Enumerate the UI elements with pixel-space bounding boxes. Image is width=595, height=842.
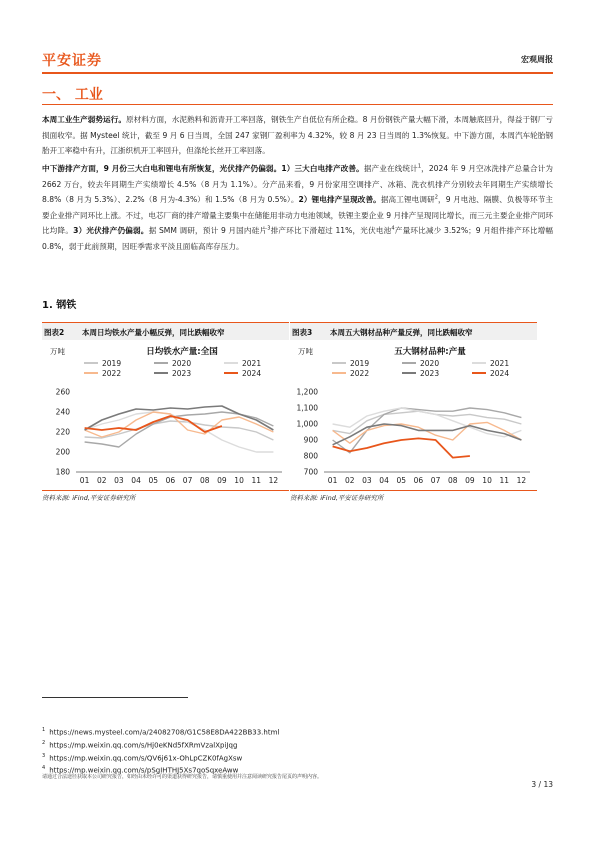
- chart-title: 五大钢材品种:产量: [394, 347, 466, 357]
- subsection-title: 1. 钢铁: [42, 300, 77, 311]
- chart-header: [290, 322, 537, 340]
- chart-footer-rule: [42, 490, 289, 491]
- legend-label: 2024: [490, 369, 510, 378]
- x-tick-label: 08: [199, 476, 210, 485]
- chart-caption: 本周五大钢材品种产量反弹，同比跌幅收窄: [330, 328, 473, 337]
- paragraph-body: 产量环比减少 3.52%；9 月组件排产环比增幅 0.8%，弱于此前预期，因旺季需求平淡且面临高库存压力。: [42, 226, 554, 251]
- paragraph-body: ，9 月电池、隔膜、负极等环节主要企业排产同环比上涨。不过，电芯厂商的排产增量主要集中在储能用非动力电池领域，铁锂主要企业 9 月排产呈现同比增长，而三元主要企业排产同环比均降。: [42, 195, 553, 236]
- x-tick-label: 09: [465, 476, 475, 485]
- x-tick-label: 12: [516, 476, 527, 485]
- page-header: [42, 46, 553, 72]
- paragraph-lead: 本周工业生产弱势运行。: [42, 115, 126, 124]
- paragraph-industry-production: [42, 112, 553, 159]
- footnote-item[interactable]: $^1$ https://news.mysteel.com/a/24082708/G1C58E8DA422BB33.html: [42, 727, 280, 737]
- legend-label: 2023: [420, 369, 440, 378]
- x-tick-label: 11: [251, 476, 262, 485]
- x-tick-label: 03: [362, 476, 372, 485]
- paragraph-lead: 中下游排产方面，9 月份三大白电和锂电有所恢复，光伏排产仍偏弱。: [42, 164, 282, 173]
- x-tick-label: 06: [413, 476, 424, 485]
- section-rule: [42, 104, 553, 105]
- y-tick-label: 180: [55, 467, 70, 477]
- chart-caption: 本周日均铁水产量小幅反弹，同比跌幅收窄: [82, 328, 225, 337]
- chart-figure-3: [290, 322, 537, 492]
- footnote-ref[interactable]: 2: [434, 194, 438, 201]
- legend-label: 2019: [350, 359, 370, 368]
- x-tick-label: 09: [217, 476, 227, 485]
- y-tick-label: 900: [303, 435, 318, 445]
- legend-label: 2019: [102, 359, 122, 368]
- footnote-ref[interactable]: 3: [267, 225, 271, 232]
- y-tick-label: 260: [55, 387, 70, 397]
- chart-hot-metal-output: [42, 342, 289, 488]
- page-number: 3 / 13: [531, 780, 553, 789]
- chart-figure-2: [42, 322, 289, 492]
- x-tick-label: 01: [79, 476, 90, 485]
- paragraph-lead: 2）锂电排产呈现改善。: [298, 195, 381, 205]
- x-tick-label: 05: [148, 476, 159, 485]
- legend-label: 2020: [172, 359, 192, 368]
- chart-number: 图表3: [292, 328, 313, 337]
- x-tick-label: 10: [234, 476, 244, 485]
- x-tick-label: 05: [396, 476, 407, 485]
- x-tick-label: 04: [379, 476, 389, 485]
- y-tick-label: 1,200: [296, 387, 318, 397]
- x-tick-label: 06: [165, 476, 176, 485]
- series-line-2021: [333, 408, 522, 437]
- disclaimer: 请通过合法途径获取本公司研究报告，如经由未经许可的渠道获得研究报告，请慎重使用并注意阅读研究报告尾页的声明内容。: [42, 774, 323, 780]
- x-tick-label: 07: [430, 476, 441, 485]
- footnote-ref[interactable]: 1: [417, 163, 421, 170]
- y-tick-label: 1,000: [296, 419, 318, 429]
- paragraph-body: 据产业在线统计: [363, 164, 418, 173]
- paragraph-body: 据 SMM 调研，预计 9 月国内硅片: [148, 226, 268, 236]
- legend-label: 2023: [172, 369, 192, 378]
- x-tick-label: 12: [268, 476, 279, 485]
- brand-logo: 平安证券: [42, 53, 102, 69]
- footnote-item[interactable]: $^3$ https://mp.weixin.qq.com/s/QV6j61x-OhLpCZK0fAgXsw: [42, 752, 243, 762]
- legend-label: 2021: [490, 359, 510, 368]
- paragraph-body: 据高工锂电调研: [380, 195, 435, 205]
- header-rule: [42, 72, 553, 74]
- paragraph-lead: 1）三大白电排产改善。: [281, 164, 364, 173]
- legend-label: 2021: [242, 359, 262, 368]
- x-tick-label: 11: [499, 476, 510, 485]
- series-line-2019: [85, 421, 274, 440]
- y-tick-label: 1,100: [296, 403, 318, 413]
- x-tick-label: 01: [327, 476, 338, 485]
- footnote-ref[interactable]: 4: [391, 225, 395, 232]
- chart-footer-rule: [290, 490, 537, 491]
- y-tick-label: 700: [303, 467, 318, 477]
- paragraph-body: ，2024 年 9 月空冰洗排产总量合计为 2662 万台，较去年同期生产实绩增长 4.5%（8 月为 1.1%）。分产品来看，9 月份家用空调排产、冰箱、洗衣机排产分别较去年同期生产实绩增长 8.8%（8 月为 5.3%）、2.2%（8 月为-4.3%）和 1.5%（8 月为 0.5%）。: [42, 164, 553, 205]
- section-title: 一、 工业: [42, 87, 103, 103]
- legend-label: 2022: [102, 369, 122, 378]
- y-tick-label: 220: [55, 427, 70, 437]
- x-tick-label: 02: [344, 476, 355, 485]
- x-tick-label: 02: [96, 476, 107, 485]
- legend-label: 2024: [242, 369, 262, 378]
- chart-header: [42, 322, 289, 340]
- y-tick-label: 200: [55, 447, 70, 457]
- x-tick-label: 04: [131, 476, 141, 485]
- paragraph-lead: 3）光伏排产仍偏弱。: [73, 226, 149, 236]
- x-tick-label: 08: [447, 476, 458, 485]
- chart-title: 日均铁水产量:全国: [146, 347, 218, 357]
- y-tick-label: 240: [55, 407, 70, 417]
- footnotes: [42, 725, 279, 776]
- legend-label: 2020: [420, 359, 440, 368]
- chart-source: 资料来源: iFind,平安证券研究所: [290, 494, 384, 502]
- footnote-rule: [42, 697, 188, 698]
- chart-number: 图表2: [44, 328, 65, 337]
- chart-unit: 万吨: [50, 347, 65, 356]
- footnote-item[interactable]: $^2$ https://mp.weixin.qq.com/s/Hj0eKNd5fXRmVzalXpiJqg: [42, 739, 238, 750]
- chart-steel-products-output: [290, 342, 537, 488]
- x-tick-label: 07: [182, 476, 193, 485]
- report-type: 宏观周报: [521, 55, 553, 64]
- paragraph-downstream-scheduling: [42, 161, 553, 255]
- paragraph-body: 原材料方面，水泥熟料和沥青开工率回落，钢铁生产自低位有所企稳。8 月份钢铁产量大幅下滑，本周触底回升，得益于钢厂亏损面收窄。据 Mysteel 统计，截至 9 月 6 日当周，全国 247 家钢厂盈利率为 4.32%，较 8 月 23 日当周的 1.3%恢复。中下游方面，本周汽车轮胎钢胎开工率稳中有升，江浙织机开工率回升，但涤纶长丝开工率回落。: [42, 115, 553, 156]
- paragraph-body: 排产环比下滑超过 11%，光伏电池: [270, 226, 392, 236]
- y-tick-label: 800: [303, 451, 318, 461]
- chart-unit: 万吨: [298, 347, 313, 356]
- footnote-item[interactable]: $^4$ https://mp.weixin.qq.com/s/pSgIHTHJ5Xs7qoSqxeAww: [42, 765, 239, 775]
- x-tick-label: 03: [114, 476, 124, 485]
- legend-label: 2022: [350, 369, 370, 378]
- x-tick-label: 10: [482, 476, 492, 485]
- chart-source: 资料来源: iFind,平安证券研究所: [42, 494, 136, 502]
